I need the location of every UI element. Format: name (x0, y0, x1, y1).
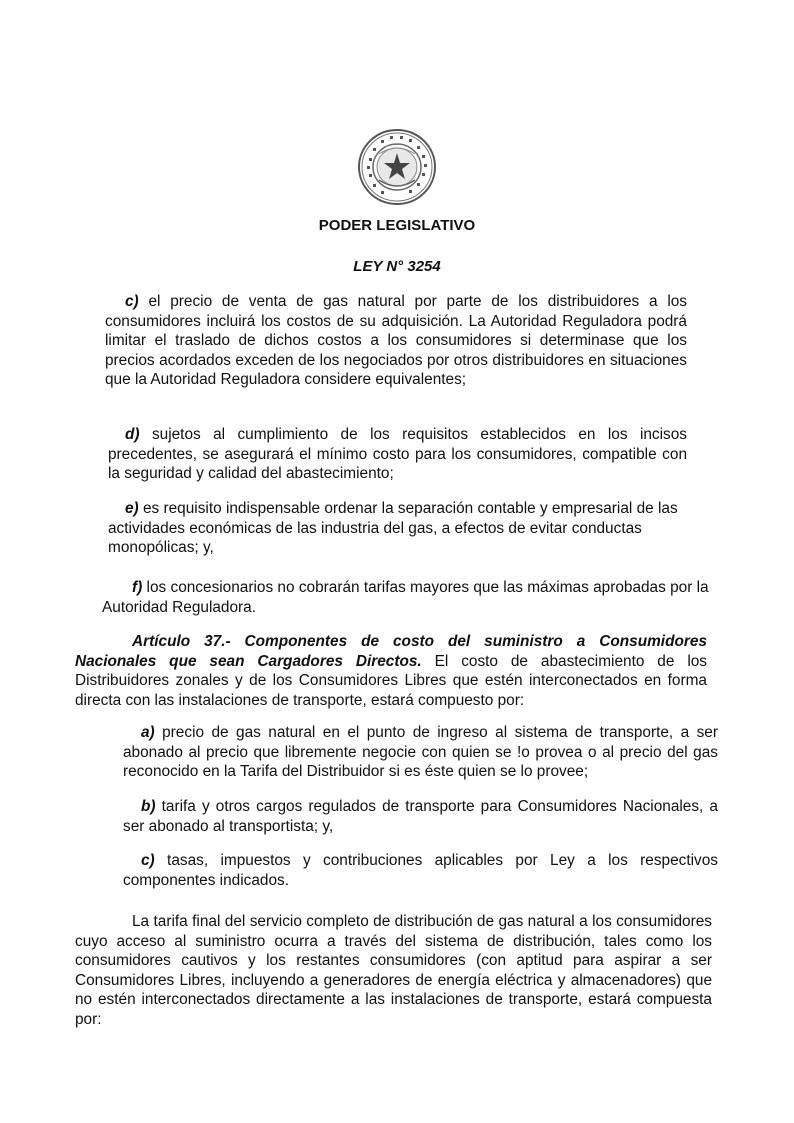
item-text: sujetos al cumplimiento de los requisitos establecidos en los incisos precedentes, se asegurará el mínimo costo para los consumidores, compatible con la seguridad y calidad del abastecimiento; (108, 426, 688, 482)
item-label: c) (125, 293, 139, 310)
list-item (105, 292, 687, 390)
item-text: tasas, impuestos y contribuciones aplicables por Ley a los respectivos componentes indicados. (123, 852, 718, 889)
article-text: El costo de abastecimiento de los Distribuidores zonales y de los Consumidores Libres que estén interconectados en forma directa con las instalaciones de transporte, estará compuesto por: (75, 652, 707, 709)
national-seal (357, 128, 437, 206)
list-item (108, 425, 687, 484)
item-label: e) (125, 500, 139, 517)
item-text: precio de gas natural en el punto de ingreso al sistema de transporte, a ser abonado al precio que libremente negocie con quien se !o provea o al precio del gas reconocido en la Tarifa del Distribuidor si es éste quien se lo provee; (123, 724, 718, 780)
law-number: LEY N° 3254 (353, 258, 441, 275)
list-item (123, 851, 718, 890)
item-label: f) (132, 579, 143, 596)
list-item (102, 578, 714, 617)
item-text: es requisito indispensable ordenar la separación contable y empresarial de las actividades económicas de las industria del gas, a efectos de evitar conductas monopólicas; y, (108, 500, 678, 556)
list-item (123, 723, 718, 782)
list-item (108, 499, 687, 558)
list-item (123, 797, 718, 836)
article-paragraph (75, 632, 707, 710)
page-title: PODER LEGISLATIVO (318, 217, 476, 234)
item-label: c) (141, 852, 155, 869)
item-text: el precio de venta de gas natural por parte de los distribuidores a los consumidores incluirá los costos de su adquisición. La Autoridad Reguladora podrá limitar el traslado de dichos costos a los consumidores si determinase que los precios acordados exceden de los negociados por otros distribuidores en situaciones que la Autoridad Reguladora considere equivalentes; (105, 293, 687, 388)
item-label: d) (125, 426, 140, 443)
final-paragraph: La tarifa final del servicio completo de distribución de gas natural a los consumidores cuyo acceso al suministro ocurra a través del sistema de distribución, tales como los consumidores cautivos y los restantes consumidores (con aptitud para aspirar a ser Consumidores Libres, incluyendo a generadores de energía eléctrica y almacenadores) que no estén interconectados directamente a las instalaciones de transporte, estará compuesta por: (75, 913, 712, 1028)
article-title: Artículo 37.- Componentes de costo del suministro a Consumidores Nacionales que sean Cargadores Directos. (75, 633, 707, 670)
item-text: tarifa y otros cargos regulados de transporte para Consumidores Nacionales, a ser abonado al transportista; y, (123, 798, 718, 835)
item-text: los concesionarios no cobrarán tarifas mayores que las máximas aprobadas por la Autoridad Reguladora. (102, 579, 709, 616)
item-label: a) (141, 724, 155, 741)
item-label: b) (141, 798, 156, 815)
